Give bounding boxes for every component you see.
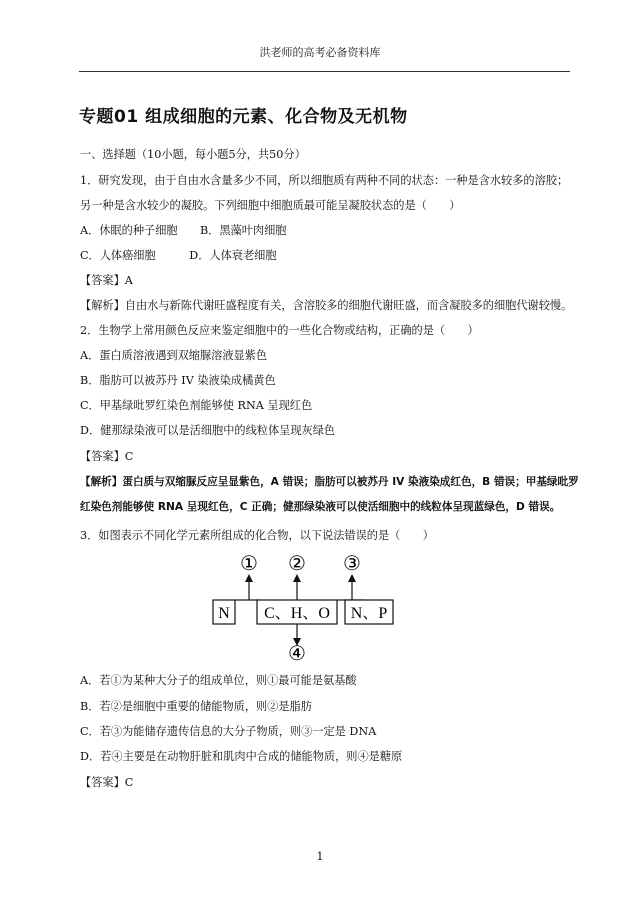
element-compound-diagram: [200, 548, 410, 668]
q2-option-d: D．健那绿染液可以是活细胞中的线粒体呈现灰绿色: [80, 424, 336, 437]
q1-stem-line-2: 另一种是含水较少的凝胶。下列细胞中细胞质最可能呈凝胶状态的是（ ）: [80, 199, 461, 212]
diagram-label-1: ①: [240, 553, 258, 575]
page-header: 洪老师的高考必备资料库: [259, 46, 381, 59]
section-heading: 一、选择题（10小题，每小题5分，共50分）: [80, 148, 306, 161]
q2-option-a: A．蛋白质溶液遇到双缩脲溶液显紫色: [80, 349, 268, 362]
q3-option-a: A．若①为某种大分子的组成单位，则①最可能是氨基酸: [80, 674, 357, 687]
q2-answer: 【答案】C: [80, 450, 134, 463]
q3-option-c: C．若③为能储存遗传信息的大分子物质，则③一定是 DNA: [80, 725, 377, 738]
header-rule: [79, 71, 570, 72]
q3-option-b: B．若②是细胞中重要的储能物质，则②是脂肪: [80, 700, 312, 713]
diagram-label-3: ③: [343, 553, 361, 575]
q2-analysis-line-2: 红染色剂能够使 RNA 呈现红色，C 正确；健那绿染液可以使活细胞中的线粒体呈现蓝绿色，D 错误。: [80, 501, 561, 513]
q1-options-ab: A．休眠的种子细胞 B．黑藻叶肉细胞: [80, 224, 287, 237]
q3-option-d: D．若④主要是在动物肝脏和肌肉中合成的储能物质，则④是糖原: [80, 750, 403, 763]
diagram-label-4: ④: [288, 643, 306, 665]
diagram-label-2: ②: [288, 553, 306, 575]
q1-answer: 【答案】A: [80, 274, 133, 287]
q1-stem-line-1: 1．研究发现，由于自由水含量多少不同，所以细胞质有两种不同的状态：一种是含水较多的溶胶；: [80, 174, 569, 187]
q2-option-c: C．甲基绿吡罗红染色剂能够使 RNA 呈现红色: [80, 399, 313, 412]
q2-analysis-line-1: 【解析】蛋白质与双缩脲反应呈显紫色，A 错误；脂肪可以被苏丹 IV 染液染成红色，B 错误；甲基绿吡罗: [80, 476, 579, 488]
page-number: 1: [316, 850, 324, 863]
q3-answer: 【答案】C: [80, 776, 134, 789]
q1-options-cd: C．人体癌细胞 D．人体衰老细胞: [80, 249, 277, 262]
q3-stem: 3．如图表示不同化学元素所组成的化合物，以下说法错误的是（ ）: [80, 529, 434, 542]
q2-stem: 2．生物学上常用颜色反应来鉴定细胞中的一些化合物或结构，正确的是（ ）: [80, 324, 479, 337]
box-n-text: N: [218, 605, 230, 622]
page-title: 专题01 组成细胞的元素、化合物及无机物: [79, 107, 408, 127]
box-cho-text: C、H、O: [264, 605, 330, 622]
q1-analysis: 【解析】自由水与新陈代谢旺盛程度有关，含溶胶多的细胞代谢旺盛，而含凝胶多的细胞代谢较慢。: [80, 299, 573, 312]
box-np-text: N、P: [350, 605, 388, 622]
q2-option-b: B．脂肪可以被苏丹 IV 染液染成橘黄色: [80, 374, 276, 387]
